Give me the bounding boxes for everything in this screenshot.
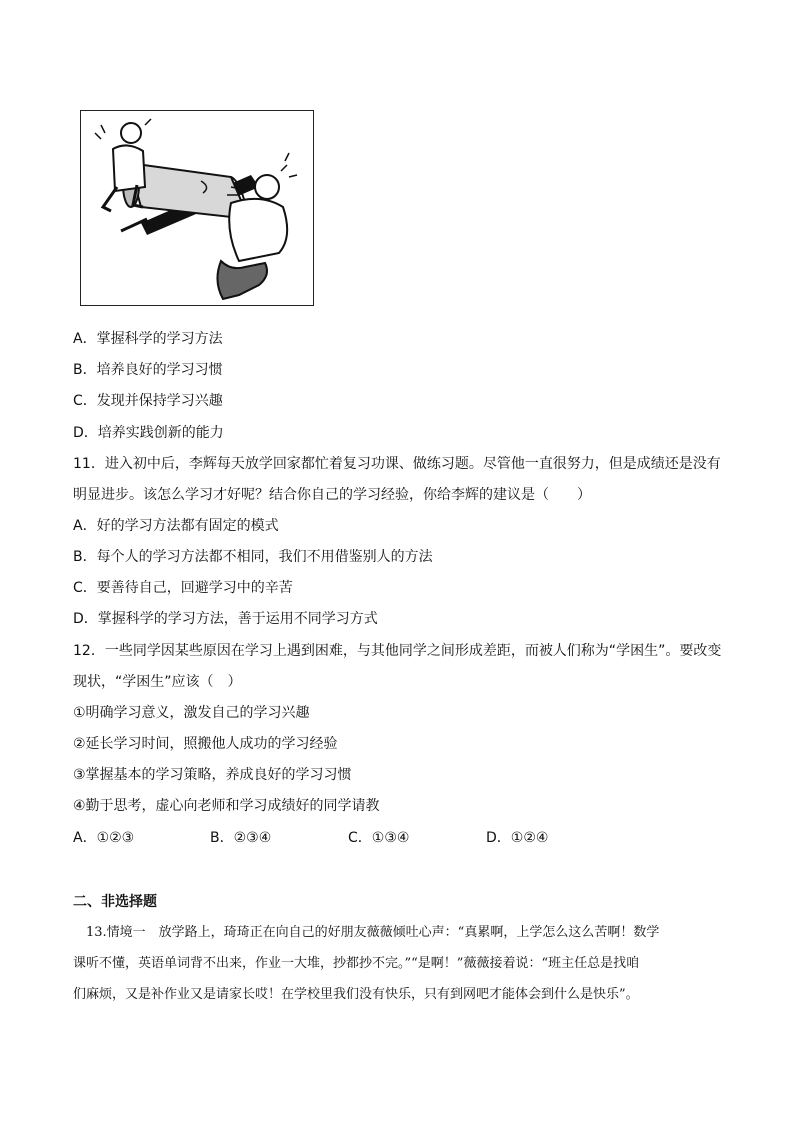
person-right-head bbox=[255, 175, 279, 199]
q12-option-b: B．②③④ bbox=[210, 830, 272, 846]
q10-option-d: D．培养实践创新的能力 bbox=[73, 425, 224, 441]
pencil-carrying-illustration bbox=[80, 110, 314, 306]
cartoon-drawing bbox=[81, 111, 313, 305]
q12-item-1: ①明确学习意义，激发自己的学习兴趣 bbox=[73, 705, 310, 721]
section-title: 二、非选择题 bbox=[73, 894, 157, 910]
q12-stem-line2: 现状，“学困生”应该（ ） bbox=[73, 674, 242, 690]
person-right-legs bbox=[217, 261, 267, 299]
q13-line2: 课听不懂，英语单词背不出来，作业一大堆，抄都抄不完。”“是啊！”薇薇接着说：“班主任总是找咱 bbox=[73, 956, 640, 971]
q12-option-a: A．①②③ bbox=[73, 830, 135, 846]
person-left-body bbox=[113, 145, 145, 191]
q10-option-b: B．培养良好的学习习惯 bbox=[73, 362, 223, 378]
q12-item-4: ④勤于思考，虚心向老师和学习成绩好的同学请教 bbox=[73, 798, 380, 814]
q12-stem-line1: 12．一些同学因某些原因在学习上遇到困难，与其他同学之间形成差距，而被人们称为“学困生”。要改变 bbox=[73, 643, 722, 659]
q12-item-2: ②延长学习时间，照搬他人成功的学习经验 bbox=[73, 736, 338, 752]
sweat-lines-right bbox=[281, 153, 297, 177]
q10-option-a: A．掌握科学的学习方法 bbox=[73, 331, 223, 347]
q12-item-3: ③掌握基本的学习策略，养成良好的学习习惯 bbox=[73, 767, 352, 783]
q11-option-a: A．好的学习方法都有固定的模式 bbox=[73, 518, 279, 534]
q13-line1: 13.情境一 放学路上，琦琦正在向自己的好朋友薇薇倾吐心声：“真累啊，上学怎么这么苦啊！数学 bbox=[73, 925, 660, 940]
q11-option-d: D．掌握科学的学习方法，善于运用不同学习方式 bbox=[73, 611, 378, 627]
q12-option-c: C．①③④ bbox=[348, 830, 410, 846]
q13-line3: 们麻烦，又是补作业又是请家长哎！在学校里我们没有快乐，只有到网吧才能体会到什么是快乐”。 bbox=[73, 987, 639, 1002]
person-right-body bbox=[229, 199, 287, 261]
q11-option-c: C．要善待自己，回避学习中的辛苦 bbox=[73, 580, 293, 596]
q11-stem-line2: 明显进步。该怎么学习才好呢？结合你自己的学习经验，你给李辉的建议是（ ） bbox=[73, 487, 591, 503]
q12-option-d: D．①②④ bbox=[486, 830, 549, 846]
q10-option-c: C．发现并保持学习兴趣 bbox=[73, 393, 223, 409]
person-left-head bbox=[121, 123, 141, 143]
q11-stem-line1: 11．进入初中后，李辉每天放学回家都忙着复习功课、做练习题。尽管他一直很努力，但是成绩还是没有 bbox=[73, 456, 721, 472]
q11-option-b: B．每个人的学习方法都不相同，我们不用借鉴别人的方法 bbox=[73, 549, 433, 565]
